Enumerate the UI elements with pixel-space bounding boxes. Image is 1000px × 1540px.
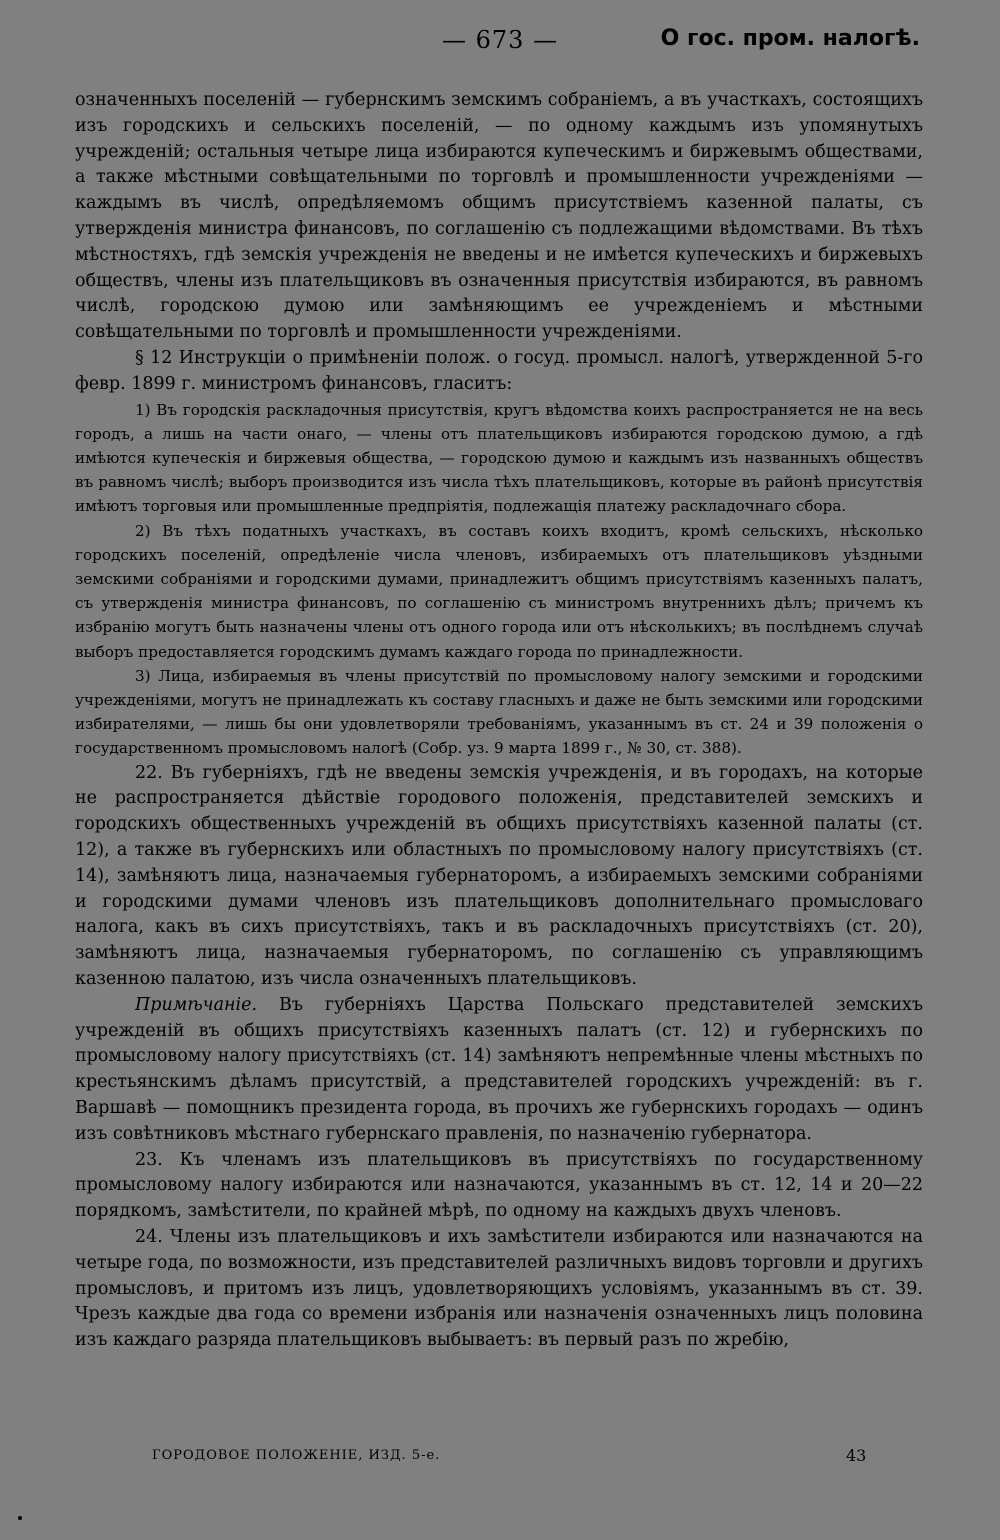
running-title: О гос. пром. налогѣ. — [660, 26, 920, 51]
instruction-item-1: 1) Въ городскія раскладочныя присутствія, кругъ вѣдомства коихъ распространяется не на весь городъ, а лишь на части онаго, — члены отъ плательщиковъ избираются городскою думою, а гдѣ имѣются купеческія и биржевыя общества, — городскою думою и каждымъ изъ названныхъ обществъ въ равномъ числѣ; выборъ производится изъ числа тѣхъ плательщиковъ, которые въ районѣ присутствія имѣютъ торговыя или промышленные предпріятія, подлежащія платежу раскладочнаго сбора. — [75, 400, 923, 516]
page-number: — 673 — — [442, 26, 559, 54]
article-22-note — [75, 993, 923, 1148]
instruction-item-3: 3) Лица, избираемыя въ члены присутствій по промысловому налогу земскими и городскими учрежденіями, могутъ не принадлежать къ составу гласныхъ и даже не быть земскими или городскими избирателями, — лишь бы они удовлетворяли требованіямъ, указаннымъ въ ст. 24 и 39 положенія о государственномъ промысловомъ налогѣ (Собр. уз. 9 марта 1899 г., № 30, ст. 388). — [75, 666, 923, 758]
paragraph-continuation: означенныхъ поселеній — губернскимъ земскимъ собраніемъ, а въ участкахъ, состоящихъ изъ городскихъ и сельскихъ поселеній, — по одному каждымъ изъ упомянутыхъ учрежденій; остальныя четыре лица избираются купеческимъ и биржевымъ обществами, а также мѣстными совѣщательными по торговлѣ и промышленности учрежденіями — каждымъ въ числѣ, опредѣляемомъ общимъ присутствіемъ казенной палаты, съ утвержденія министра финансовъ, по соглашенію съ подлежащими вѣдомствами. Въ тѣхъ мѣстностяхъ, гдѣ земскія учрежденія не введены и не имѣется купеческихъ и биржевыхъ обществъ, члены изъ плательщиковъ въ означенныя присутствія избираются, въ равномъ числѣ, городскою думою или замѣняющимъ ее учрежденіемъ и мѣстными совѣщательными по торговлѣ и промышленности учрежденіями. — [75, 90, 923, 343]
note-text: Въ губерніяхъ Царства Польскаго представителей земскихъ учрежденій въ общихъ присутствіяхъ казенныхъ палатъ (ст. 12) и губернскихъ по промысловому налогу присутствіяхъ (ст. 14) замѣняютъ непремѣнные члены мѣстныхъ по крестьянскимъ дѣламъ присутствій, а представителей городскихъ учрежденій: въ г. Варшавѣ — помощникъ президента города, въ прочихъ же губернскихъ городахъ — одинъ изъ совѣтниковъ мѣстнаго губернскаго правленія, по назначенію губернатора. — [75, 994, 923, 1144]
page-header — [0, 26, 1000, 60]
page-body — [75, 88, 923, 1354]
printer-signature: ГОРОДОВОЕ ПОЛОЖЕНІЕ, ИЗД. 5-е. — [152, 1448, 441, 1463]
instruction-item-2: 2) Въ тѣхъ податныхъ участкахъ, въ составъ коихъ входитъ, кромѣ сельскихъ, нѣсколько городскихъ поселеній, опредѣленіе числа членовъ, избираемыхъ отъ плательщиковъ уѣздными земскими собраніями и городскими думами, принадлежитъ общимъ присутствіямъ казенныхъ палатъ, съ утвержденія министра финансовъ, по соглашенію съ министромъ внутреннихъ дѣлъ; причемъ къ избранію могутъ быть назначены члены отъ одного города или отъ нѣсколькихъ; въ послѣднемъ случаѣ выборъ предоставляется городскимъ думамъ каждаго города по принадлежности. — [75, 521, 923, 661]
article-24: 24. Члены изъ плательщиковъ и ихъ замѣстители избираются или назначаются на четыре года, по возможности, изъ представителей различныхъ видовъ торговли и другихъ промысловъ, и притомъ изъ лицъ, удовлетворяющихъ условіямъ, указаннымъ въ ст. 39. Чрезъ каждые два года со времени избранія или назначенія означенныхъ лицъ половина изъ каждаго разряда плательщиковъ выбываетъ: въ первый разъ по жребію, — [75, 1226, 923, 1351]
sheet-number: 43 — [846, 1446, 867, 1465]
page-footer — [0, 1446, 1000, 1472]
ink-speck — [18, 1516, 22, 1520]
article-23: 23. Къ членамъ изъ плательщиковъ въ присутствіяхъ по государственному промысловому налогу избираются или назначаются, указаннымъ въ ст. 12, 14 и 20—22 порядкомъ, замѣстители, по крайней мѣрѣ, по одному на каждыхъ двухъ членовъ. — [75, 1149, 923, 1222]
paragraph-section-12: § 12 Инструкціи о примѣненіи полож. о госуд. промысл. налогѣ, утвержденной 5-го февр. 1899 г. министромъ финансовъ, гласитъ: — [75, 347, 923, 394]
note-label: Примѣчаніе. — [135, 994, 258, 1015]
instruction-excerpt — [75, 398, 923, 761]
article-22: 22. Въ губерніяхъ, гдѣ не введены земскія учрежденія, и въ городахъ, на которые не распространяется дѣйствіе городового положенія, представителей земскихъ и городскихъ общественныхъ учрежденій въ общихъ присутствіяхъ казенной палаты (ст. 12), а также въ губернскихъ или областныхъ по промысловому налогу присутствіяхъ (ст. 14), замѣняютъ лица, назначаемыя губернаторомъ, а избираемыхъ земскими собраніями и городскими думами членовъ изъ плательщиковъ дополнительнаго промысловаго налога, какъ въ сихъ присутствіяхъ, такъ и въ раскладочныхъ присутствіяхъ (ст. 20), замѣняютъ лица, назначаемыя губернаторомъ, по соглашенію съ управляющимъ казенною палатою, изъ числа означенныхъ плательщиковъ. — [75, 762, 923, 989]
